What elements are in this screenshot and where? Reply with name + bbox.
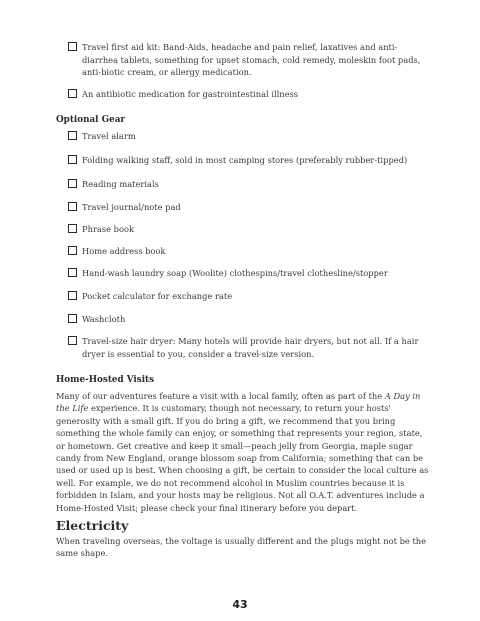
checklist-item-label: Folding walking staff, sold in most camping stores (preferably rubber-tipped): [82, 155, 408, 165]
checklist-item-phrase-book: [68, 223, 428, 236]
checkbox[interactable]: [68, 131, 77, 140]
checklist-item-label: Travel journal/note pad: [82, 202, 181, 212]
section-heading-home-hosted-visits: Home-Hosted Visits: [56, 375, 155, 385]
checklist-item-label: Home address book: [82, 246, 166, 256]
checklist-item-label: Travel-size hair dryer: Many hotels will provide hair dryers, but not all. If a hair dryer is essential to you, consider a travel-size version.: [82, 336, 419, 359]
checklist-item-label: Travel first aid kit: Band-Aids, headache and pain relief, laxatives and anti-diarrhea tablets, something for upset stomach, cold remedy, moleskin foot pads, anti-biotic cream, or allergy medication.: [82, 42, 421, 77]
emphasis-text: A Day in the Life: [56, 391, 421, 414]
checklist-item-laundry-soap: [68, 267, 438, 280]
checklist-item-label: Pocket calculator for exchange rate: [82, 291, 233, 301]
checkbox[interactable]: [68, 89, 77, 98]
paragraph-text: Many of our adventures feature a visit with a local family, often as part of the: [56, 391, 385, 401]
checklist-item-label: Travel alarm: [82, 131, 136, 141]
checklist-item-walking-staff: [68, 154, 438, 167]
page-number: 43: [232, 598, 248, 611]
checkbox[interactable]: [68, 314, 77, 323]
checkbox[interactable]: [68, 336, 77, 345]
checklist-item-washcloth: [68, 313, 428, 326]
checkbox[interactable]: [68, 42, 77, 51]
checklist-item-address-book: [68, 245, 428, 258]
checklist-item-label: Washcloth: [82, 314, 126, 324]
home-hosted-paragraph: [56, 390, 432, 514]
electricity-paragraph: When traveling overseas, the voltage is usually different and the plugs might not be the same shape.: [56, 536, 427, 559]
checklist-item-label: Reading materials: [82, 179, 159, 189]
checkbox[interactable]: [68, 246, 77, 255]
checklist-item-first-aid-kit: [68, 41, 428, 79]
checkbox[interactable]: [68, 291, 77, 300]
checklist-item-antibiotic: [68, 88, 428, 101]
checklist-item-reading-materials: [68, 178, 428, 191]
checkbox[interactable]: [68, 179, 77, 188]
checkbox[interactable]: [68, 224, 77, 233]
checkbox[interactable]: [68, 268, 77, 277]
checklist-item-label: Hand-wash laundry soap (Woolite) clothespins/travel clothesline/stopper: [82, 268, 388, 278]
checklist-item-travel-alarm: [68, 130, 428, 143]
section-heading-optional-gear: Optional Gear: [56, 115, 126, 125]
checklist-item-label: Phrase book: [82, 224, 134, 234]
paragraph-text: experience. It is customary, though not necessary, to return your hosts' generosity with a small gift. If you do bring a gift, we recommend that you bring something the whole family can enjoy, or something that represents your region, state, or hometown. Get creative and keep it small—peach jelly from Georgia, maple sugar candy from New England, orange blossom soap from California; something that can be used or used up is best. When choosing a gift, be certain to consider the local culture as well. For example, we do not recommend alcohol in Muslim countries because it is forbidden in Islam, and your hosts may be religious. Not all O.A.T. adventures include a Home-Hosted Visit; please check your final itinerary before you depart.: [56, 403, 429, 513]
checklist-item-calculator: [68, 290, 428, 303]
checklist-item-hair-dryer: [68, 335, 428, 360]
checkbox[interactable]: [68, 202, 77, 211]
section-heading-electricity: Electricity: [56, 518, 129, 533]
checkbox[interactable]: [68, 155, 77, 164]
checklist-item-label: An antibiotic medication for gastrointestinal illness: [82, 89, 299, 99]
checklist-item-journal: [68, 201, 428, 214]
